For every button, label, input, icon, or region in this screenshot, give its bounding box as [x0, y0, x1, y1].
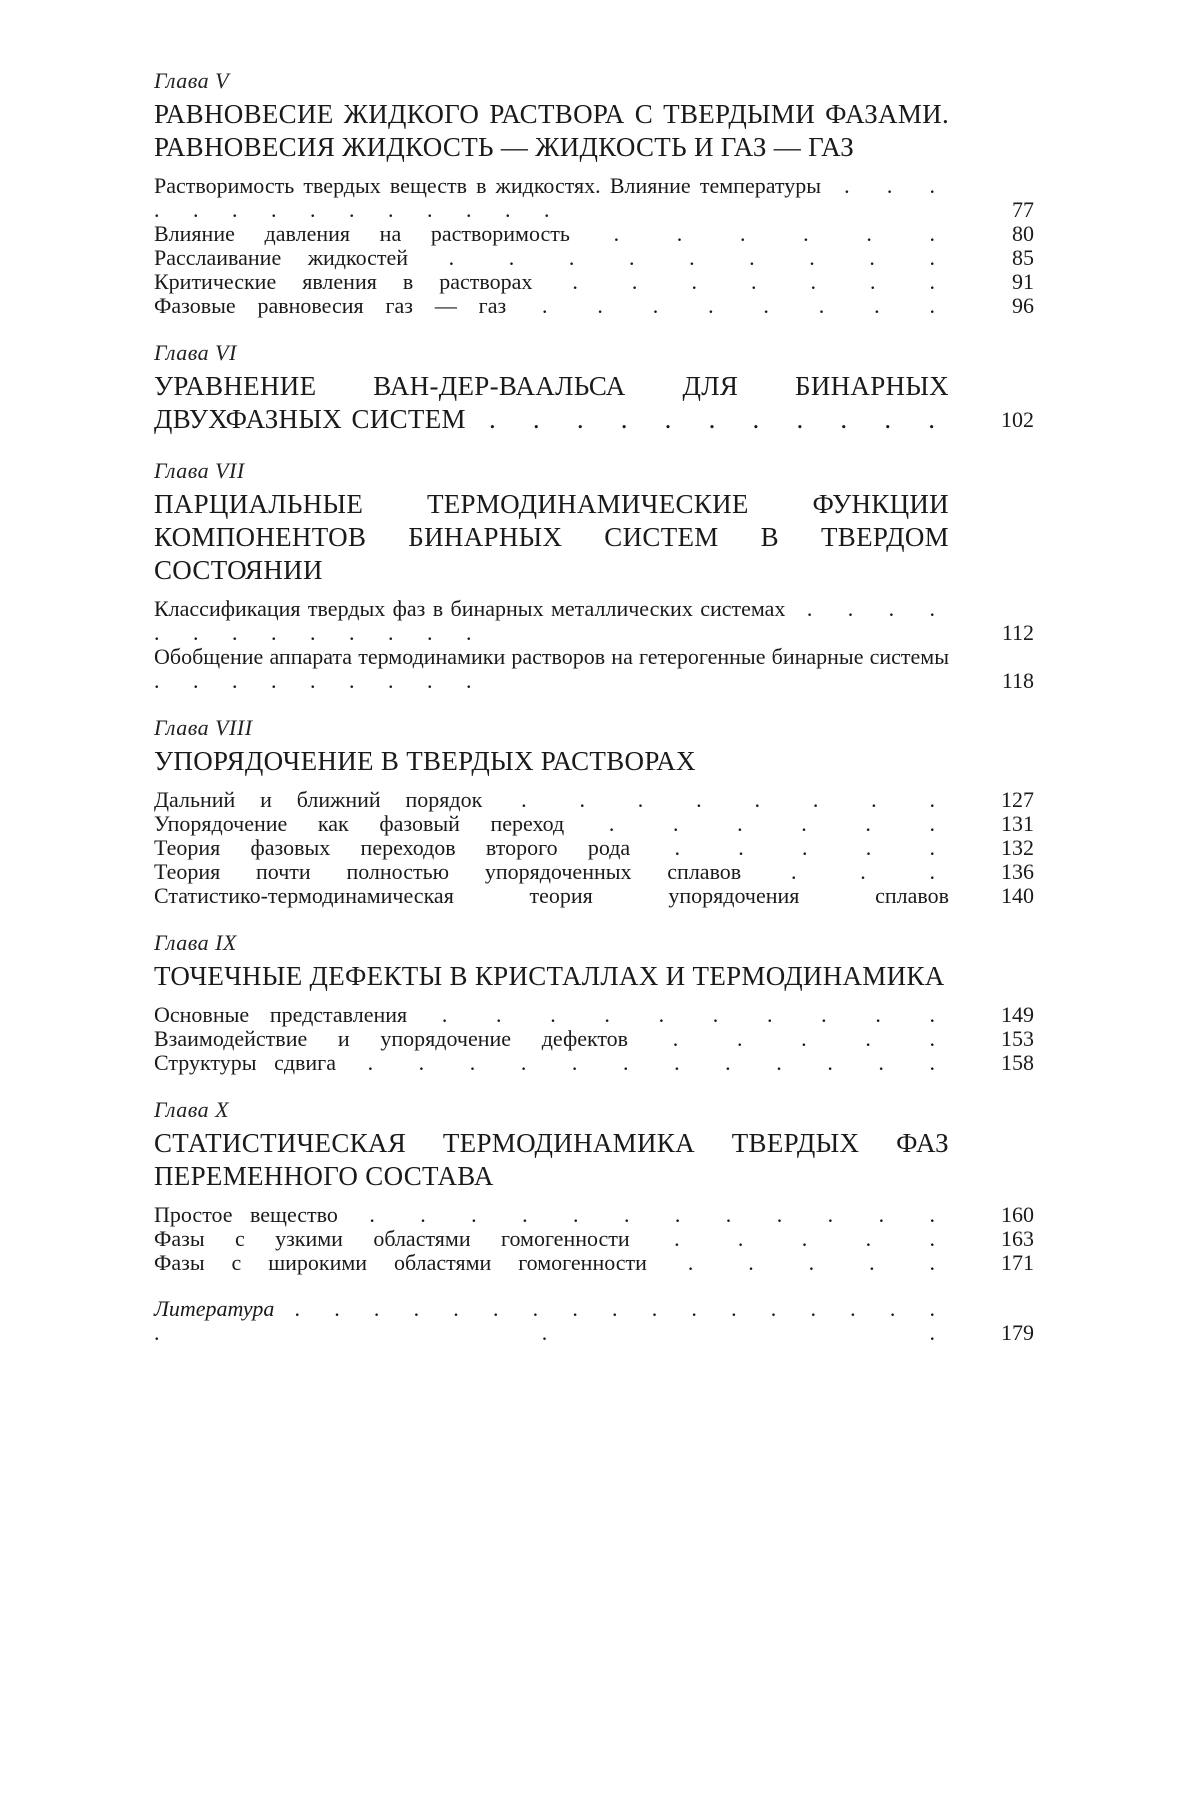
toc-entry-text: Структуры сдвига . . . . . . . . . . . .	[154, 1050, 950, 1075]
toc-entry-text: Простое вещество . . . . . . . . . . . .	[154, 1202, 950, 1227]
toc-entry-page: 140	[1001, 883, 1034, 908]
chapter-label: Глава IX	[154, 930, 237, 955]
toc-entry	[154, 1251, 1034, 1275]
toc-entry-page: 77	[1012, 197, 1034, 222]
toc-entry-page: 112	[1001, 620, 1034, 645]
toc-entry	[154, 222, 1034, 246]
toc-entry-page: 85	[1012, 245, 1034, 270]
toc-entry	[154, 788, 1034, 812]
toc-entry-page: 171	[1001, 1250, 1034, 1275]
chapter-label: Глава VIII	[154, 715, 253, 740]
chapter-9	[154, 930, 1034, 1075]
toc-entry	[154, 645, 1034, 693]
toc-entry	[154, 246, 1034, 270]
toc-entry	[154, 836, 1034, 860]
toc-entry-page: 163	[1001, 1226, 1034, 1251]
toc-entry	[154, 597, 1034, 645]
chapter-title: ПАРЦИАЛЬНЫЕ ТЕРМОДИНАМИЧЕСКИЕ ФУНКЦИИ КОМПОНЕНТОВ БИНАРНЫХ СИСТЕМ В ТВЕРДОМ СОСТОЯНИИ	[154, 489, 949, 585]
toc-entry	[154, 812, 1034, 836]
chapter-title-line-2: ДВУХФАЗНЫХ СИСТЕМ . . . . . . . . . . .	[154, 404, 949, 434]
toc-entry-page: 153	[1001, 1026, 1034, 1051]
chapter-label: Глава VI	[154, 340, 237, 365]
chapter-page: 102	[1001, 407, 1034, 432]
toc-entry-text: Расслаивание жидкостей . . . . . . . . .	[154, 245, 949, 270]
toc-entry	[154, 1227, 1034, 1251]
toc-entry-text: Дальний и ближний порядок . . . . . . . .	[154, 787, 949, 812]
toc-entry-page: 132	[1001, 835, 1034, 860]
toc-entry	[154, 270, 1034, 294]
toc-entry	[154, 860, 1034, 884]
chapter-7	[154, 458, 1034, 693]
toc-entry-text: Критические явления в растворах . . . . . . .	[154, 269, 949, 294]
toc-entry-text: Обобщение аппарата термодинамики растворов на гетерогенные бинарные системы . . . . . . . . .	[154, 644, 949, 693]
chapter-label: Глава VII	[154, 458, 245, 483]
toc-entry-text: Основные представления . . . . . . . . . .	[154, 1002, 950, 1027]
toc-entry	[154, 294, 1034, 318]
toc-entry-text: Упорядочение как фазовый переход . . . . . .	[154, 811, 949, 836]
chapter-label: Глава X	[154, 1097, 230, 1122]
toc-entry-page: 91	[1012, 269, 1034, 294]
literature-label: Литература . . . . . . . . . . . . . . . . . . . .	[154, 1296, 949, 1345]
table-of-contents	[154, 68, 1034, 1345]
toc-entry-text: Растворимость твердых веществ в жидкостях. Влияние температуры . . . . . . . . . . . . . .	[154, 173, 950, 222]
chapter-title: РАВНОВЕСИЕ ЖИДКОГО РАСТВОРА С ТВЕРДЫМИ ФАЗАМИ. РАВНОВЕСИЯ ЖИДКОСТЬ — ЖИДКОСТЬ И ГАЗ — ГАЗ	[154, 99, 949, 162]
toc-entry-page: 127	[1001, 787, 1034, 812]
chapter-5	[154, 68, 1034, 318]
chapter-label: Глава V	[154, 68, 230, 93]
chapter-10	[154, 1097, 1034, 1275]
toc-entry-text: Взаимодействие и упорядочение дефектов . . . . .	[154, 1026, 950, 1051]
chapter-title: СТАТИСТИЧЕСКАЯ ТЕРМОДИНАМИКА ТВЕРДЫХ ФАЗ ПЕРЕМЕННОГО СОСТАВА	[154, 1128, 949, 1191]
toc-entry	[154, 884, 1034, 908]
toc-entry-text: Статистико-термодинамическая теория упорядочения сплавов	[154, 883, 949, 908]
toc-entry	[154, 1203, 1034, 1227]
toc-entry-text: Классификация твердых фаз в бинарных металлических системах . . . . . . . . . . . . .	[154, 596, 949, 645]
toc-entry-page: 149	[1001, 1002, 1034, 1027]
toc-entry-text: Теория фазовых переходов второго рода . . . . .	[154, 835, 950, 860]
literature-entry	[154, 1297, 1034, 1345]
toc-entry-page: 118	[1001, 668, 1034, 693]
toc-entry-page: 131	[1001, 811, 1034, 836]
toc-entry-text: Фазы с узкими областями гомогенности . . . . .	[154, 1226, 950, 1251]
toc-entry-text: Фазы с широкими областями гомогенности . . . . .	[154, 1250, 949, 1275]
toc-entry-text: Теория почти полностью упорядоченных сплавов . . .	[154, 859, 950, 884]
toc-entry-text: Фазовые равновесия газ — газ . . . . . . . .	[154, 293, 949, 318]
chapter-title-row	[154, 403, 1034, 436]
chapter-title: УПОРЯДОЧЕНИЕ В ТВЕРДЫХ РАСТВОРАХ	[154, 746, 696, 776]
chapter-title: ТОЧЕЧНЫЕ ДЕФЕКТЫ В КРИСТАЛЛАХ И ТЕРМОДИНАМИКА	[154, 961, 945, 991]
toc-entry-page: 160	[1001, 1202, 1034, 1227]
chapter-8	[154, 715, 1034, 908]
toc-entry	[154, 1051, 1034, 1075]
literature-page: 179	[1001, 1320, 1034, 1345]
toc-entry	[154, 174, 1034, 222]
toc-entry-page: 158	[1001, 1050, 1034, 1075]
chapter-title-line-1: УРАВНЕНИЕ ВАН-ДЕР-ВААЛЬСА ДЛЯ БИНАРНЫХ	[154, 371, 949, 401]
toc-entry-page: 80	[1012, 221, 1034, 246]
toc-entry	[154, 1027, 1034, 1051]
chapter-6	[154, 340, 1034, 436]
toc-entry-text: Влияние давления на растворимость . . . . . .	[154, 221, 949, 246]
toc-entry	[154, 1003, 1034, 1027]
toc-entry-page: 96	[1012, 293, 1034, 318]
toc-entry-page: 136	[1001, 859, 1034, 884]
